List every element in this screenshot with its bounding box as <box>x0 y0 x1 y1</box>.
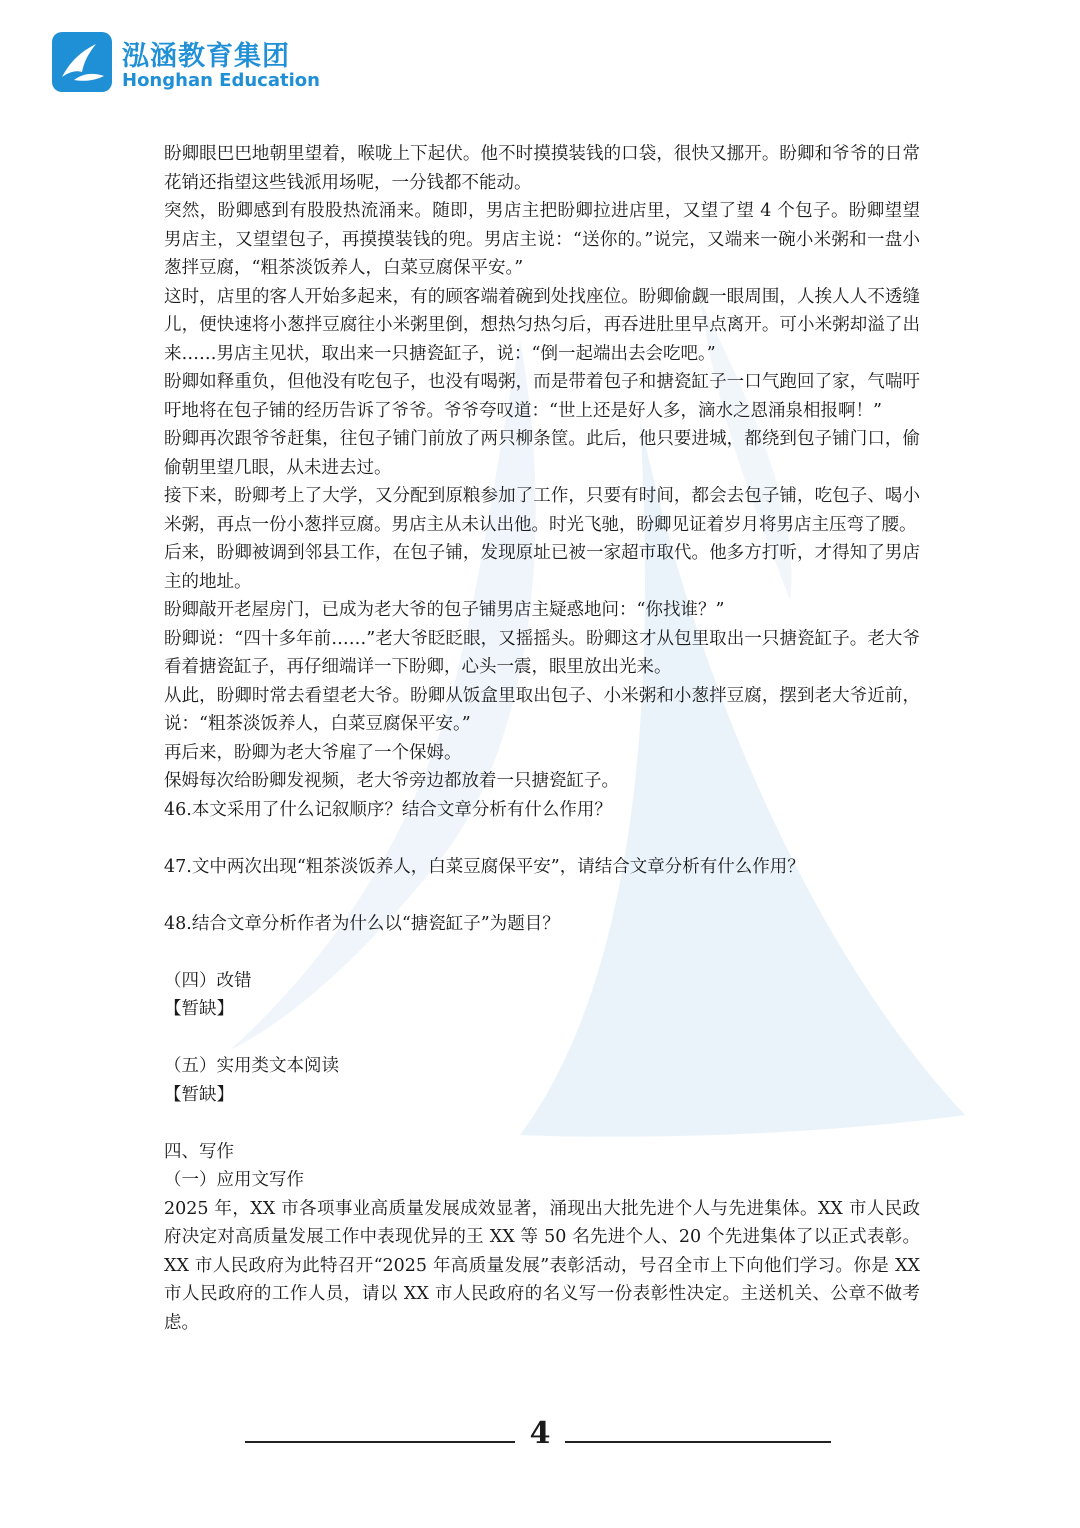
story-paragraph: 盼卿再次跟爷爷赶集，往包子铺门前放了两只柳条筐。此后，他只要进城，都绕到包子铺门口，偷偷朝里望几眼，从未进去过。 <box>164 429 920 478</box>
subsection-title-applied-writing: （一）应用文写作 <box>164 1170 304 1190</box>
story-paragraph: 盼卿如释重负，但他没有吃包子，也没有喝粥，而是带着包子和搪瓷缸子一口气跑回了家，气喘吁吁地将在包子铺的经历告诉了爷爷。爷爷夸叹道：“世上还是好人多，滴水之恩涌泉相报啊！” <box>164 372 920 421</box>
section-note-missing: 【暂缺】 <box>164 1084 234 1105</box>
story-paragraph: 后来，盼卿被调到邻县工作，在包子铺，发现原址已被一家超市取代。他多方打听，才得知了男店主的地址。 <box>164 543 920 592</box>
page-footer <box>0 1408 1080 1458</box>
story-paragraph: 盼卿眼巴巴地朝里望着，喉咙上下起伏。他不时摸摸装钱的口袋，很快又挪开。盼卿和爷爷的日常花销还指望这些钱派用场呢，一分钱都不能动。 <box>164 144 920 193</box>
story-paragraph: 再后来，盼卿为老大爷雇了一个保姆。 <box>164 742 462 763</box>
footer-rule-right <box>565 1441 831 1443</box>
section-title-practical-reading: （五）实用类文本阅读 <box>164 1056 339 1076</box>
bird-wave-icon <box>52 32 112 92</box>
story-paragraph: 盼卿敲开老屋房门，已成为老大爷的包子铺男店主疑惑地问：“你找谁？” <box>164 600 725 620</box>
brand-name-cn: 泓涵教育集团 <box>122 41 290 72</box>
document-body <box>164 140 920 1337</box>
question-48: 48.结合文章分析作者为什么以“搪瓷缸子”为题目？ <box>164 913 560 934</box>
writing-prompt: 2025 年，XX 市各项事业高质量发展成效显著，涌现出大批先进个人与先进集体。XX 市人民政府决定对高质量发展工作中表现优异的王 XX 等 50 名先进个人、20 个先进集体了以正式表彰。XX 市人民政府为此特召开“2025 年高质量发展”表彰活动，号召全市上下向他们学习。你是 XX 市人民政府的工作人员，请以 XX 市人民政府的名义写一份表彰性决定。主送机关、公章不做考虑。 <box>164 1198 920 1333</box>
page-number: 4 <box>529 1416 551 1451</box>
brand-name-en: Honghan Education <box>122 70 320 91</box>
section-title-correction: （四）改错 <box>164 970 252 991</box>
section-title-writing: 四、写作 <box>164 1141 234 1162</box>
story-paragraph: 从此，盼卿时常去看望老大爷。盼卿从饭盒里取出包子、小米粥和小葱拌豆腐，摆到老大爷近前，说：“粗茶淡饭养人，白菜豆腐保平安。” <box>164 685 920 734</box>
story-paragraph: 接下来，盼卿考上了大学，又分配到原粮参加了工作，只要有时间，都会去包子铺，吃包子、喝小米粥，再点一份小葱拌豆腐。男店主从未认出他。时光飞驰，盼卿见证着岁月将男店主压弯了腰。 <box>164 486 920 535</box>
story-paragraph: 盼卿说：“四十多年前……”老大爷眨眨眼，又摇摇头。盼卿这才从包里取出一只搪瓷缸子。老大爷看着搪瓷缸子，再仔细端详一下盼卿，心头一震，眼里放出光来。 <box>164 628 920 677</box>
story-paragraph: 这时，店里的客人开始多起来，有的顾客端着碗到处找座位。盼卿偷觑一眼周围，人挨人人不透缝儿，便快速将小葱拌豆腐往小米粥里倒，想热匀热匀后，再吞进肚里早点离开。可小米粥却溢了出来……男店主见状，取出来一只搪瓷缸子，说：“倒一起端出去会吃吧。” <box>164 286 920 364</box>
section-note-missing: 【暂缺】 <box>164 999 234 1019</box>
question-47: 47.文中两次出现“粗茶淡饭养人，白菜豆腐保平安”，请结合文章分析有什么作用？ <box>164 856 805 877</box>
story-paragraph: 突然，盼卿感到有股股热流涌来。随即，男店主把盼卿拉进店里，又望了望 4 个包子。盼卿望望男店主，又望望包子，再摸摸装钱的兜。男店主说：“送你的。”说完，又端来一碗小米粥和一盘小葱拌豆腐，“粗茶淡饭养人，白菜豆腐保平安。” <box>164 201 920 278</box>
footer-rule-left <box>245 1441 515 1443</box>
question-46: 46.本文采用了什么记叙顺序？结合文章分析有什么作用？ <box>164 799 612 820</box>
story-paragraph: 保姆每次给盼卿发视频，老大爷旁边都放着一只搪瓷缸子。 <box>164 771 619 791</box>
